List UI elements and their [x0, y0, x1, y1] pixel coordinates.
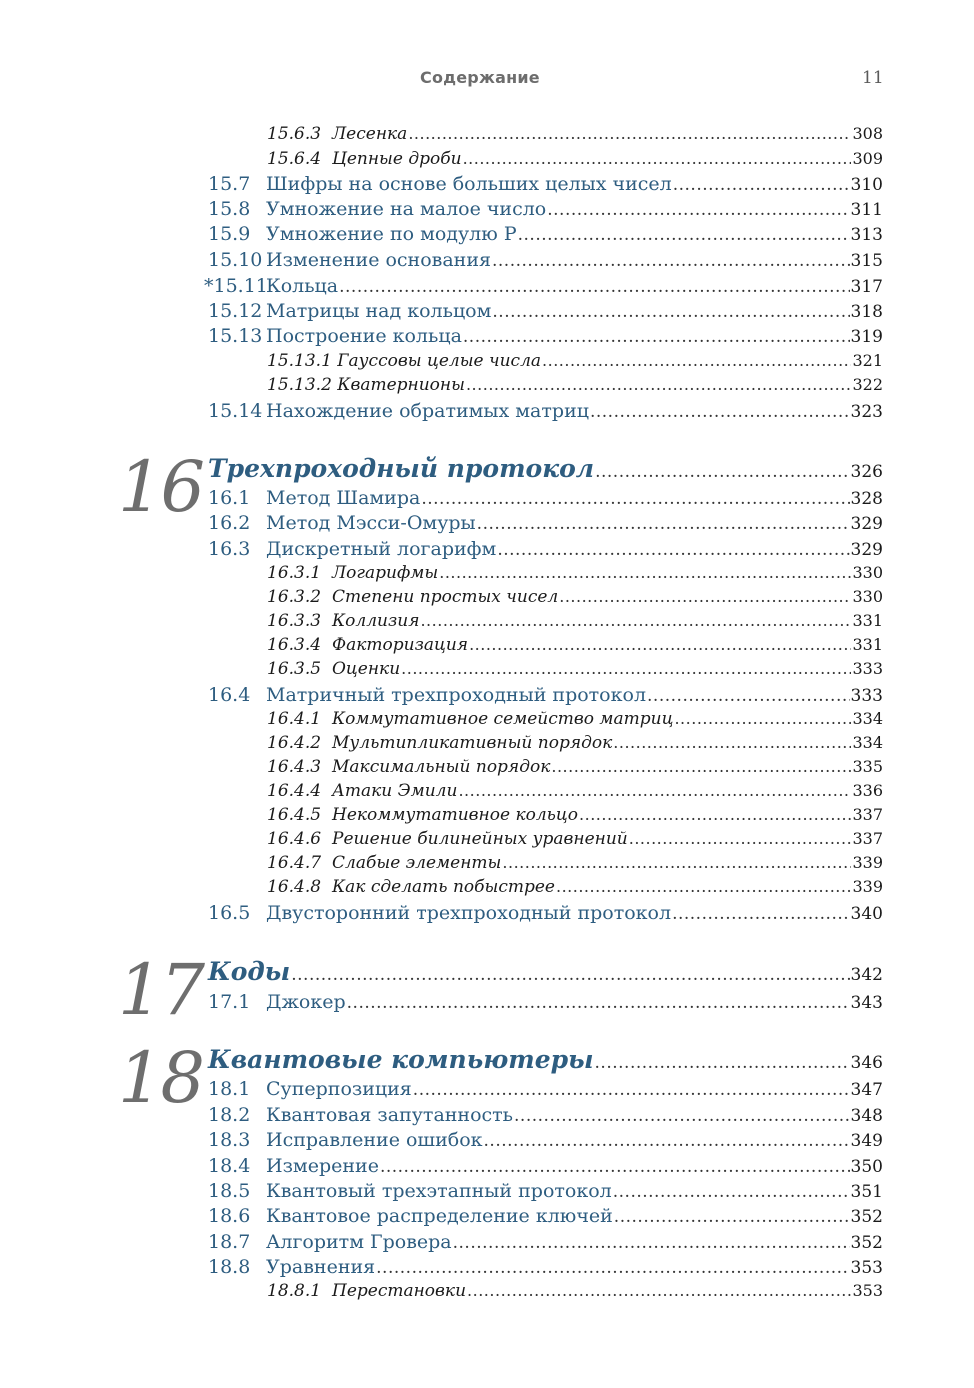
entry-title: Суперпозиция — [266, 1078, 412, 1100]
entry-number: 16.4.3 — [267, 757, 322, 777]
entry-title: Исправление ошибок — [266, 1129, 483, 1151]
entry-title: Матричный трехпроходный протокол — [266, 684, 647, 706]
entry-title: Метод Мэсси-Омуры — [266, 512, 476, 534]
toc-entry[interactable] — [0, 198, 974, 224]
leader-dots — [518, 225, 850, 245]
leader-dots — [420, 611, 851, 630]
entry-title: Изменение основания — [266, 249, 491, 271]
toc-entry[interactable] — [0, 991, 974, 1017]
leader-dots — [466, 375, 851, 394]
entry-title: Атаки Эмили — [332, 781, 458, 801]
entry-number: 15.8 — [208, 198, 251, 220]
toc-entry[interactable] — [0, 300, 974, 326]
entry-title: Оценки — [332, 659, 401, 679]
chapter-page: 326 — [850, 462, 883, 482]
entry-title: Умножение по модулю P — [266, 223, 517, 245]
toc-entry[interactable] — [0, 902, 974, 928]
entry-page: 329 — [850, 514, 883, 534]
entry-number: 16.3 — [208, 538, 251, 560]
toc-entry[interactable] — [0, 733, 974, 759]
toc-entry[interactable] — [0, 124, 974, 150]
leader-dots — [484, 1131, 850, 1151]
entry-number: 15.10 — [208, 249, 263, 271]
entry-title: Некоммутативное кольцо — [332, 805, 579, 825]
entry-number: *15.11 — [204, 275, 268, 297]
toc-entry[interactable] — [0, 659, 974, 685]
leader-dots — [579, 805, 851, 824]
entry-page: 339 — [852, 877, 883, 896]
entry-title: Коллизия — [332, 611, 420, 631]
entry-number: 15.12 — [208, 300, 263, 322]
entry-page: 318 — [850, 302, 883, 322]
entry-page: 313 — [850, 225, 883, 245]
chapter-number: 18 — [118, 1037, 204, 1119]
entry-number: 18.7 — [208, 1231, 251, 1253]
entry-number: 15.6.4 — [267, 149, 322, 169]
leader-dots — [556, 877, 851, 896]
entry-title: Максимальный порядок — [332, 757, 551, 777]
leader-dots — [401, 659, 851, 678]
entry-number: 16.4.5 — [267, 805, 322, 825]
entry-page: 333 — [850, 686, 883, 706]
toc-entry[interactable] — [0, 1129, 974, 1155]
leader-dots — [514, 1106, 850, 1126]
entry-page: 350 — [850, 1157, 883, 1177]
entry-page: 334 — [852, 709, 883, 728]
entry-page: 319 — [850, 327, 883, 347]
leader-dots — [647, 686, 850, 706]
entry-number: 16.1 — [208, 487, 251, 509]
toc-entry[interactable] — [0, 781, 974, 807]
toc-entry[interactable] — [0, 1104, 974, 1130]
toc-entry[interactable] — [0, 400, 974, 426]
entry-page: 317 — [850, 277, 883, 297]
entry-number: 16.4.8 — [267, 877, 322, 897]
entry-page: 340 — [850, 904, 883, 924]
entry-title: Цепные дроби — [332, 149, 462, 169]
entry-page: 311 — [850, 200, 883, 220]
entry-title: Дискретный логарифм — [266, 538, 497, 560]
chapter-entry[interactable] — [0, 1045, 974, 1077]
entry-page: 335 — [852, 757, 883, 776]
leader-dots — [492, 251, 850, 271]
leader-dots — [469, 635, 851, 654]
toc-entry[interactable] — [0, 249, 974, 275]
leader-dots — [502, 853, 851, 872]
toc-entry[interactable] — [0, 538, 974, 564]
entry-page: 310 — [850, 175, 883, 195]
toc-entry[interactable] — [0, 487, 974, 513]
entry-title: Коммутативное семейство матриц — [332, 709, 674, 729]
entry-page: 331 — [852, 635, 883, 654]
entry-number: 15.9 — [208, 223, 251, 245]
entry-title: Лесенка — [332, 124, 408, 144]
toc-entry[interactable] — [0, 223, 974, 249]
entry-number: 16.4.7 — [267, 853, 322, 873]
toc-entry[interactable] — [0, 563, 974, 589]
entry-title: Умножение на малое число — [266, 198, 547, 220]
entry-number: 18.5 — [208, 1180, 251, 1202]
leader-dots — [439, 563, 851, 582]
toc-entry[interactable] — [0, 587, 974, 613]
chapter-title: Коды — [208, 957, 291, 986]
leader-dots — [376, 1258, 849, 1278]
toc-entry[interactable] — [0, 684, 974, 710]
entry-page: 353 — [850, 1258, 883, 1278]
entry-page: 328 — [850, 489, 883, 509]
chapter-entry[interactable] — [0, 957, 974, 989]
entry-number: 16.4 — [208, 684, 251, 706]
entry-title: Джокер — [266, 991, 346, 1013]
entry-title: Решение билинейных уравнений — [332, 829, 628, 849]
toc-entry[interactable] — [0, 173, 974, 199]
toc-entry[interactable] — [0, 1256, 974, 1282]
entry-page: 348 — [850, 1106, 883, 1126]
entry-title: Факторизация — [332, 635, 469, 655]
entry-number: 15.14 — [208, 400, 263, 422]
entry-number: 16.3.2 — [267, 587, 322, 607]
toc-entry[interactable] — [0, 853, 974, 879]
leader-dots — [551, 757, 851, 776]
entry-page: 353 — [852, 1281, 883, 1300]
leader-dots — [339, 277, 849, 297]
entry-number: 15.13 — [208, 325, 263, 347]
header-title: Содержание — [420, 68, 540, 87]
entry-title: Алгоритм Гровера — [266, 1231, 452, 1253]
entry-number: 16.3.1 — [267, 563, 322, 583]
leader-dots — [559, 587, 851, 606]
entry-page: 308 — [852, 124, 883, 143]
entry-title: Кольца — [266, 275, 339, 297]
entry-page: 352 — [850, 1207, 883, 1227]
toc-entry[interactable] — [0, 709, 974, 735]
entry-title: Нахождение обратимых матриц — [266, 400, 589, 422]
leader-dots — [613, 1182, 850, 1202]
entry-page: 343 — [850, 993, 883, 1013]
entry-title: Квантовый трехэтапный протокол — [266, 1180, 612, 1202]
header-page-number: 11 — [862, 68, 884, 88]
toc-entry[interactable] — [0, 805, 974, 831]
entry-number: 16.5 — [208, 902, 251, 924]
leader-dots — [463, 327, 850, 347]
chapter-page: 342 — [850, 965, 883, 985]
entry-number: 16.4.2 — [267, 733, 322, 753]
chapter-title: Квантовые компьютеры — [208, 1045, 594, 1074]
toc-entry[interactable] — [0, 275, 974, 301]
toc-entry[interactable] — [0, 757, 974, 783]
entry-title: Построение кольца — [266, 325, 462, 347]
leader-dots — [542, 351, 851, 370]
entry-page: 336 — [852, 781, 883, 800]
toc-entry[interactable] — [0, 1281, 974, 1307]
entry-title: Двусторонний трехпроходный протокол — [266, 902, 672, 924]
entry-number: 16.3.5 — [267, 659, 322, 679]
leader-dots — [629, 829, 852, 848]
toc-entry[interactable] — [0, 1231, 974, 1257]
toc-entry[interactable] — [0, 351, 974, 377]
entry-number: 15.7 — [208, 173, 251, 195]
toc-entry[interactable] — [0, 375, 974, 401]
entry-page: 333 — [852, 659, 883, 678]
leader-dots — [421, 489, 849, 509]
entry-title: Измерение — [266, 1155, 379, 1177]
entry-page: 347 — [850, 1080, 883, 1100]
entry-title: 15.13.1 Гауссовы целые числа — [267, 351, 542, 371]
entry-page: 349 — [850, 1131, 883, 1151]
chapter-entry[interactable] — [0, 454, 974, 486]
entry-number: 18.4 — [208, 1155, 251, 1177]
entry-page: 334 — [852, 733, 883, 752]
toc-entry[interactable] — [0, 512, 974, 538]
entry-page: 351 — [850, 1182, 883, 1202]
entry-page: 330 — [852, 563, 883, 582]
entry-page: 329 — [850, 540, 883, 560]
entry-title: Матрицы над кольцом — [266, 300, 492, 322]
entry-number: 16.2 — [208, 512, 251, 534]
entry-title: Шифры на основе больших целых чисел — [266, 173, 672, 195]
entry-title: Слабые элементы — [332, 853, 502, 873]
entry-number: 18.2 — [208, 1104, 251, 1126]
entry-title: Логарифмы — [332, 563, 439, 583]
entry-number: 16.3.4 — [267, 635, 322, 655]
entry-number: 17.1 — [208, 991, 251, 1013]
toc-entry[interactable] — [0, 1205, 974, 1231]
chapter-title: Трехпроходный протокол — [208, 454, 595, 483]
leader-dots — [408, 124, 851, 143]
leader-dots — [673, 175, 850, 195]
entry-number: 18.8.1 — [267, 1281, 322, 1301]
toc-entry[interactable] — [0, 877, 974, 903]
entry-page: 352 — [850, 1233, 883, 1253]
chapter-number: 17 — [118, 949, 204, 1031]
leader-dots — [458, 781, 851, 800]
entry-title: Квантовая запутанность — [266, 1104, 514, 1126]
entry-number: 16.3.3 — [267, 611, 322, 631]
leader-dots — [453, 1233, 850, 1253]
entry-number: 16.4.4 — [267, 781, 322, 801]
entry-page: 322 — [852, 375, 883, 394]
entry-title: Как сделать побыстрее — [332, 877, 555, 897]
entry-title: Перестановки — [332, 1281, 467, 1301]
entry-title: Степени простых чисел — [332, 587, 559, 607]
entry-page: 315 — [850, 251, 883, 271]
leader-dots — [672, 904, 849, 924]
toc-entry[interactable] — [0, 149, 974, 175]
entry-title: 15.13.2 Кватернионы — [267, 375, 465, 395]
leader-dots — [497, 540, 849, 560]
entry-page: 337 — [852, 805, 883, 824]
leader-dots — [291, 965, 849, 985]
entry-page: 339 — [852, 853, 883, 872]
toc-entry[interactable] — [0, 325, 974, 351]
chapter-page: 346 — [850, 1053, 883, 1073]
entry-page: 331 — [852, 611, 883, 630]
leader-dots — [595, 462, 849, 482]
entry-title: Уравнения — [266, 1256, 376, 1278]
leader-dots — [477, 514, 850, 534]
leader-dots — [463, 149, 852, 168]
leader-dots — [380, 1157, 850, 1177]
entry-title: Квантовое распределение ключей — [266, 1205, 613, 1227]
toc-entry[interactable] — [0, 829, 974, 855]
leader-dots — [492, 302, 849, 322]
entry-number: 18.6 — [208, 1205, 251, 1227]
toc-entry[interactable] — [0, 1155, 974, 1181]
entry-title: Мультипликативный порядок — [332, 733, 613, 753]
entry-number: 16.4.6 — [267, 829, 322, 849]
entry-page: 337 — [852, 829, 883, 848]
entry-number: 16.4.1 — [267, 709, 322, 729]
chapter-number: 16 — [118, 446, 204, 528]
entry-page: 321 — [852, 351, 883, 370]
entry-number: 18.8 — [208, 1256, 251, 1278]
toc-entry[interactable] — [0, 635, 974, 661]
leader-dots — [547, 200, 849, 220]
leader-dots — [614, 1207, 850, 1227]
entry-page: 309 — [852, 149, 883, 168]
entry-title: Метод Шамира — [266, 487, 421, 509]
leader-dots — [467, 1281, 851, 1300]
toc-entry[interactable] — [0, 1078, 974, 1104]
leader-dots — [590, 402, 850, 422]
entry-number: 18.1 — [208, 1078, 251, 1100]
entry-number: 15.6.3 — [267, 124, 322, 144]
entry-number: 18.3 — [208, 1129, 251, 1151]
entry-page: 323 — [850, 402, 883, 422]
toc-entry[interactable] — [0, 1180, 974, 1206]
leader-dots — [347, 993, 850, 1013]
leader-dots — [413, 1080, 850, 1100]
entry-page: 330 — [852, 587, 883, 606]
toc-entry[interactable] — [0, 611, 974, 637]
leader-dots — [613, 733, 851, 752]
leader-dots — [674, 709, 851, 728]
leader-dots — [595, 1053, 850, 1073]
